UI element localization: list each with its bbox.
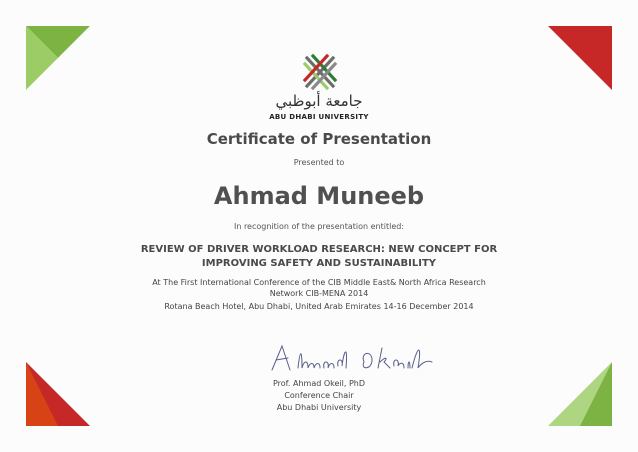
presented-to-label: Presented to — [293, 158, 345, 167]
conference-text: At The First International Conference of the CIB Middle East& North Africa Research Network CIB-MENA 2014 — [152, 278, 486, 298]
signatory-institution: Abu Dhabi University — [276, 403, 362, 412]
paper-title: REVIEW OF DRIVER WORKLOAD RESEARCH: NEW CONCEPT FOR IMPROVING SAFETY AND SUSTAINABILITY — [140, 244, 498, 269]
signatory-block — [0, 378, 638, 414]
signature — [268, 340, 448, 374]
abu-dhabi-university-logo — [301, 52, 339, 92]
signatory-name: Prof. Ahmad Okeil, PhD — [272, 379, 366, 388]
university-name-arabic: جامعة أبوظبي — [275, 92, 363, 110]
recipient-name: Ahmad Muneeb — [213, 182, 425, 210]
recognition-text: In recognition of the presentation entitled: — [233, 222, 405, 231]
signatory-role: Conference Chair — [284, 391, 354, 400]
corner-decoration-top-left — [26, 26, 90, 90]
venue-text: Rotana Beach Hotel, Abu Dhabi, United Arab Emirates 14-16 December 2014 — [164, 302, 474, 311]
certificate-title: Certificate of Presentation — [206, 130, 432, 148]
university-name: ABU DHABI UNIVERSITY — [269, 113, 369, 121]
corner-decoration-top-right — [548, 26, 612, 90]
